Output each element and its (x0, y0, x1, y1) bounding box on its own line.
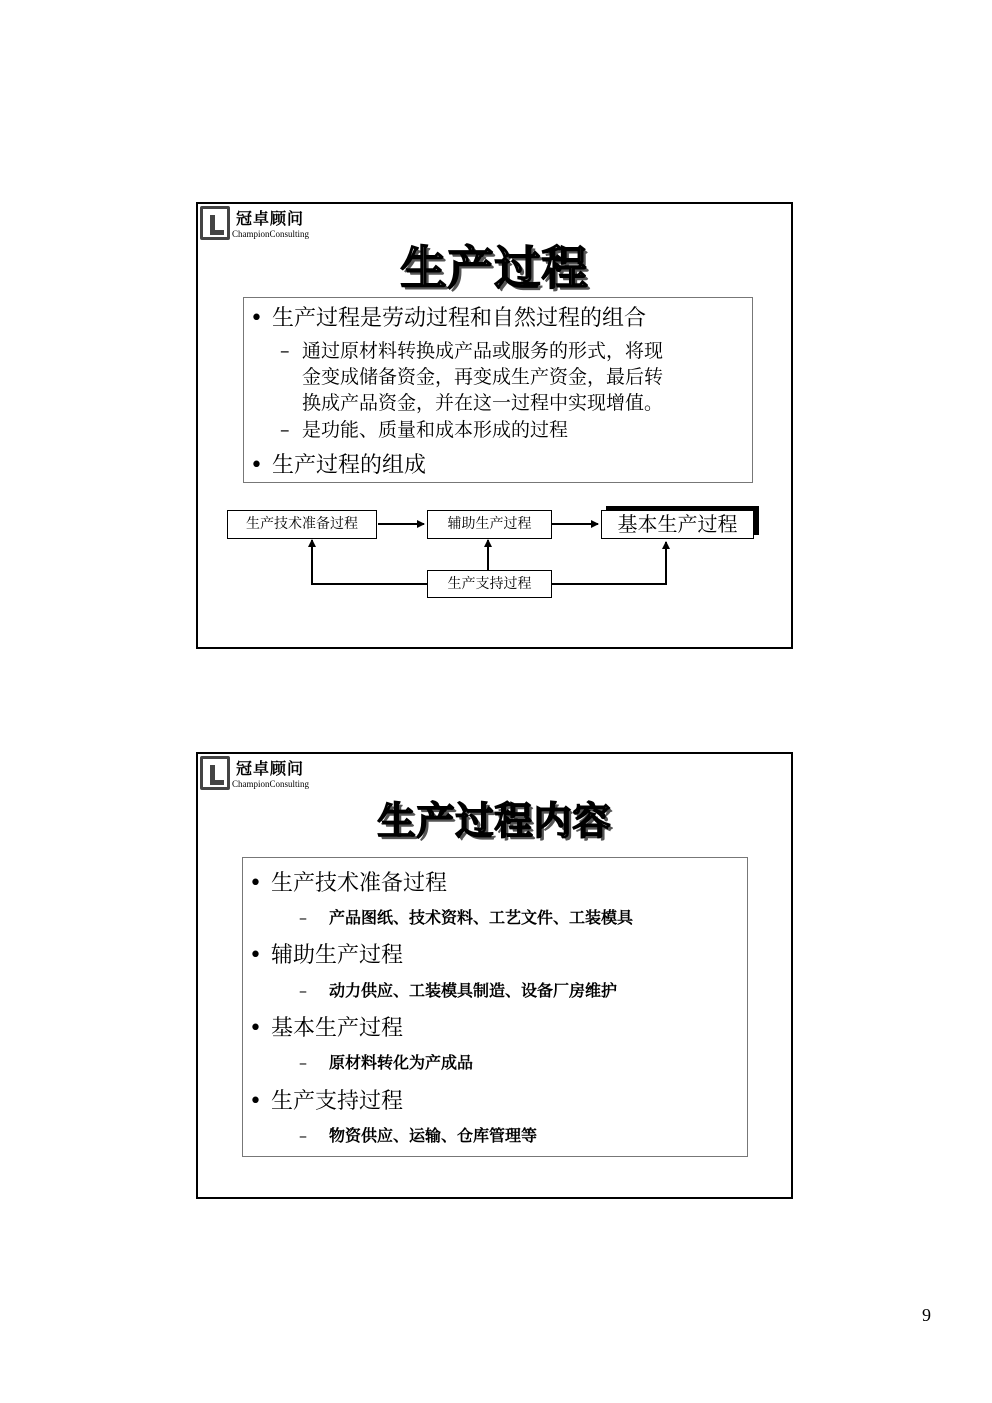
sub-bullet-text: 产品图纸、技术资料、工艺文件、工装模具 (329, 908, 634, 927)
bullet-item (249, 1084, 403, 1115)
bullet-text: 基本生产过程 (271, 1016, 404, 1041)
sub-bullet-line: 通过原材料转换成产品或服务的形式，将现 (302, 340, 664, 362)
bullet-item (249, 938, 403, 969)
sub-bullet-item (299, 905, 633, 928)
logo-mark-icon (200, 756, 230, 790)
slide-title: 生产过程内容 (377, 799, 612, 843)
arrow-support-to-basic (552, 542, 666, 584)
flow-box-basic: 基本生产过程 (601, 510, 754, 539)
sub-bullet-line: 是功能、质量和成本形成的过程 (302, 419, 569, 441)
flow-box-support: 生产支持过程 (427, 570, 552, 598)
slide-production-content (196, 752, 793, 1199)
bullet-glyph: • (250, 306, 263, 331)
sub-bullet-text: 物资供应、运输、仓库管理等 (329, 1126, 538, 1145)
bullet-text: 生产支持过程 (271, 1089, 404, 1114)
slide-production-process (196, 202, 793, 649)
bullet-text: 生产过程的组成 (272, 453, 427, 478)
bullet-text: 生产技术准备过程 (271, 871, 448, 896)
dash-glyph: – (299, 981, 307, 1000)
bullet-text: 生产过程是劳动过程和自然过程的组合 (272, 306, 647, 331)
sub-bullet-item (299, 978, 617, 1001)
sub-bullet-text: 原材料转化为产成品 (329, 1053, 474, 1072)
dash-glyph: – (299, 1053, 307, 1072)
page-number: 9 (922, 1305, 931, 1325)
logo-chinese-name: 冠卓顾问 (236, 759, 305, 778)
flow-box-tech-prep: 生产技术准备过程 (227, 510, 377, 539)
bullet-item (249, 1011, 403, 1042)
slide-title: 生产过程 (400, 241, 589, 295)
logo-chinese-name: 冠卓顾问 (236, 209, 305, 228)
dash-glyph: – (280, 340, 290, 362)
dash-glyph: – (299, 1126, 307, 1145)
bullet-glyph: • (249, 943, 262, 968)
sub-bullet-line: 换成产品资金，并在这一过程中实现增值。 (302, 392, 664, 414)
dash-glyph: – (299, 908, 307, 927)
bullet-item (249, 866, 447, 897)
logo-english-name: ChampionConsulting (232, 229, 310, 239)
bullet-glyph: • (249, 871, 262, 896)
flow-box-auxiliary: 辅助生产过程 (427, 510, 552, 539)
sub-bullet-item (299, 1050, 473, 1073)
arrow-support-to-tech (312, 540, 428, 584)
sub-bullet-item (299, 1123, 537, 1146)
bullet-glyph: • (249, 1016, 262, 1041)
bullet-glyph: • (250, 453, 263, 478)
sub-bullet-text: 动力供应、工装模具制造、设备厂房维护 (329, 981, 618, 1000)
company-logo (200, 756, 330, 792)
bullet-glyph: • (249, 1089, 262, 1114)
dash-glyph: – (280, 419, 290, 441)
bullet-list-box (242, 857, 748, 1157)
bullet-text: 辅助生产过程 (271, 943, 404, 968)
logo-english-name: ChampionConsulting (232, 779, 310, 789)
sub-bullet-line: 金变成储备资金，再变成生产资金，最后转 (302, 366, 664, 388)
